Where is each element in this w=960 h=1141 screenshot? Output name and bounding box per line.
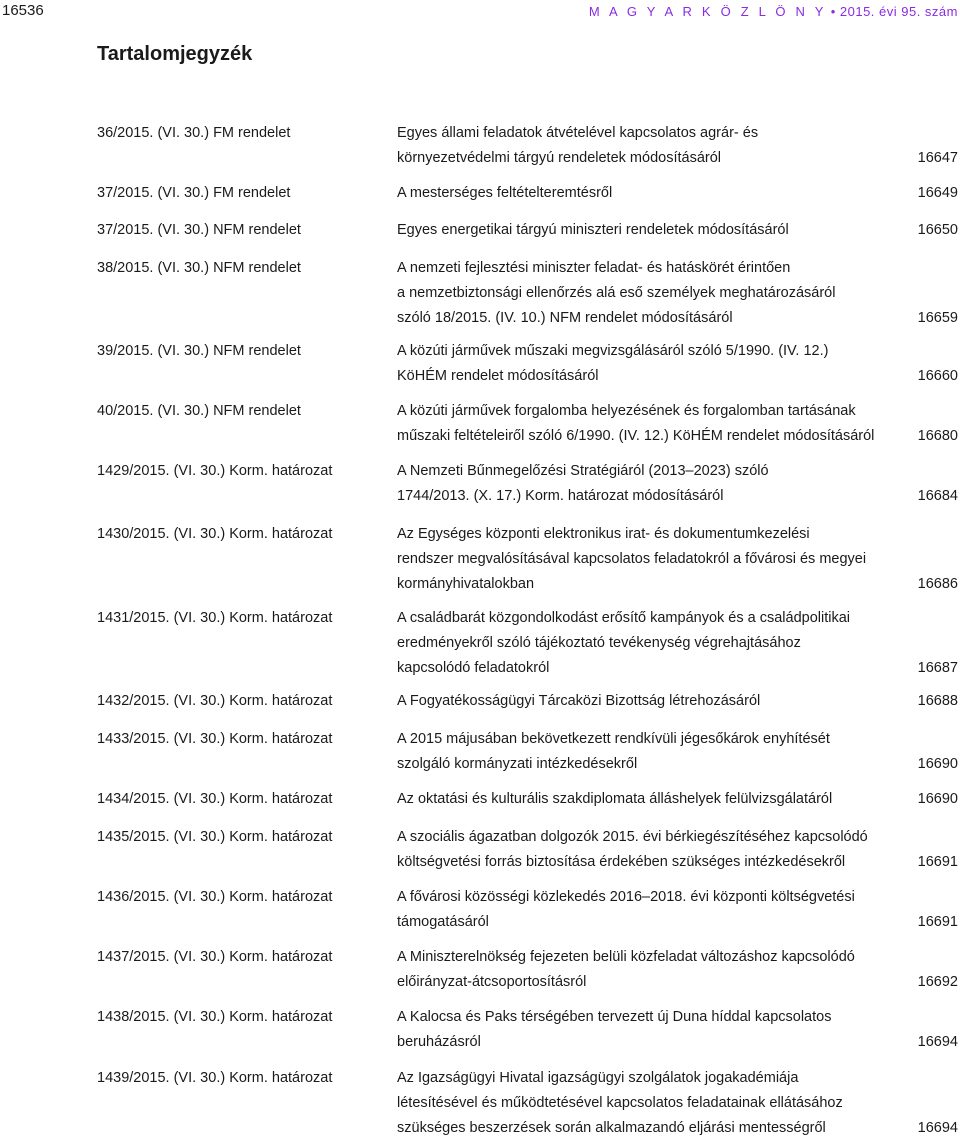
entry-title <box>397 606 897 681</box>
entry-page-number: 16688 <box>917 693 958 709</box>
toc-entry <box>0 181 960 206</box>
toc-entry <box>0 825 960 875</box>
toc-entry <box>0 399 960 449</box>
entry-title-line: Egyes energetikai tárgyú miniszteri rendeletek módosításáról <box>397 222 789 238</box>
toc-entry <box>0 1005 960 1055</box>
entry-identifier: 1434/2015. (VI. 30.) Korm. határozat <box>97 791 333 807</box>
entry-title-line: A Nemzeti Bűnmegelőzési Stratégiáról (2013–2023) szóló <box>397 463 769 479</box>
entry-title <box>397 1066 897 1141</box>
entry-title-line: A nemzeti fejlesztési miniszter feladat- és hatáskörét érintően <box>397 260 791 276</box>
entry-title <box>397 945 897 995</box>
toc-entry <box>0 522 960 597</box>
entry-title-line: rendszer megvalósításával kapcsolatos feladatokról a fővárosi és megyei <box>397 551 867 567</box>
entry-identifier: 1435/2015. (VI. 30.) Korm. határozat <box>97 829 333 845</box>
toc-entry <box>0 787 960 812</box>
entry-title-line: Az Igazságügyi Hivatal igazságügyi szolgálatok jogakadémiája <box>397 1070 799 1086</box>
entry-title <box>397 727 897 777</box>
entry-title-line: A közúti járművek műszaki megvizsgálásáról szóló 5/1990. (IV. 12.) <box>397 343 829 359</box>
entry-title <box>397 256 897 331</box>
entry-page-number: 16684 <box>917 488 958 504</box>
entry-page-number: 16650 <box>917 222 958 238</box>
entry-identifier: 1429/2015. (VI. 30.) Korm. határozat <box>97 463 333 479</box>
entry-title <box>397 121 897 171</box>
entry-title-line: Az oktatási és kulturális szakdiplomata álláshelyek felülvizsgálatáról <box>397 791 833 807</box>
entry-title-line: kapcsolódó feladatokról <box>397 660 550 676</box>
entry-title-line: A Kalocsa és Paks térségében tervezett új Duna híddal kapcsolatos <box>397 1009 832 1025</box>
entry-title-line: A fővárosi közösségi közlekedés 2016–2018. évi központi költségvetési <box>397 889 855 905</box>
entry-title-line: Az Egységes központi elektronikus irat- és dokumentumkezelési <box>397 526 810 542</box>
toc-entry <box>0 945 960 995</box>
toc-entry <box>0 339 960 389</box>
entry-title <box>397 787 897 812</box>
toc-entry <box>0 1066 960 1141</box>
entry-title-line: Egyes állami feladatok átvételével kapcsolatos agrár- és <box>397 125 759 141</box>
entry-identifier: 1431/2015. (VI. 30.) Korm. határozat <box>97 610 333 626</box>
toc-title: Tartalomjegyzék <box>97 43 253 65</box>
entry-title-line: KöHÉM rendelet módosításáról <box>397 368 599 384</box>
toc-entry <box>0 689 960 714</box>
entry-identifier: 1430/2015. (VI. 30.) Korm. határozat <box>97 526 333 542</box>
issue-label: 2015. évi 95. szám <box>839 4 958 19</box>
entry-title <box>397 689 897 714</box>
entry-identifier: 37/2015. (VI. 30.) NFM rendelet <box>97 222 301 238</box>
entry-page-number: 16690 <box>917 791 958 807</box>
entry-title-line: támogatásáról <box>397 914 489 930</box>
entry-identifier: 39/2015. (VI. 30.) NFM rendelet <box>97 343 301 359</box>
entry-title-line: A 2015 májusában bekövetkezett rendkívüli jégesőkárok enyhítését <box>397 731 830 747</box>
entry-identifier: 36/2015. (VI. 30.) FM rendelet <box>97 125 291 141</box>
toc-entry <box>0 256 960 331</box>
entry-page-number: 16694 <box>917 1120 958 1136</box>
toc-entry <box>0 121 960 171</box>
entry-title <box>397 825 897 875</box>
entry-title-line: költségvetési forrás biztosítása érdekében szükséges intézkedésekről <box>397 854 846 870</box>
toc-entry <box>0 727 960 777</box>
running-head: M A G Y A R K Ö Z L Ö N Y • 2015. évi 95. szám <box>588 4 958 19</box>
entry-page-number: 16690 <box>917 756 958 772</box>
entry-title-line: környezetvédelmi tárgyú rendeletek módosításáról <box>397 150 721 166</box>
entry-title-line: eredményekről szóló tájékoztató tevékenység végrehajtásához <box>397 635 801 651</box>
entry-page-number: 16692 <box>917 974 958 990</box>
entry-identifier: 1439/2015. (VI. 30.) Korm. határozat <box>97 1070 333 1086</box>
entry-identifier: 1432/2015. (VI. 30.) Korm. határozat <box>97 693 333 709</box>
entry-identifier: 1433/2015. (VI. 30.) Korm. határozat <box>97 731 333 747</box>
entry-page-number: 16660 <box>917 368 958 384</box>
entry-page-number: 16659 <box>917 310 958 326</box>
entry-page-number: 16691 <box>917 854 958 870</box>
entry-identifier: 1436/2015. (VI. 30.) Korm. határozat <box>97 889 333 905</box>
toc-entry <box>0 606 960 681</box>
page-number: 16536 <box>2 2 44 19</box>
entry-title <box>397 522 897 597</box>
entry-title-line: műszaki feltételeiről szóló 6/1990. (IV. 12.) KöHÉM rendelet módosításáról <box>397 428 875 444</box>
entry-title-line: A mesterséges feltételteremtésről <box>397 185 613 201</box>
entry-identifier: 37/2015. (VI. 30.) FM rendelet <box>97 185 291 201</box>
entry-page-number: 16680 <box>917 428 958 444</box>
entry-title-line: A szociális ágazatban dolgozók 2015. évi bérkiegészítéséhez kapcsolódó <box>397 829 868 845</box>
entry-title <box>397 1005 897 1055</box>
entry-title-line: szolgáló kormányzati intézkedésekről <box>397 756 638 772</box>
entry-title <box>397 459 897 509</box>
entry-title-line: szóló 18/2015. (IV. 10.) NFM rendelet módosításáról <box>397 310 733 326</box>
entry-title-line: A közúti járművek forgalomba helyezésének és forgalomban tartásának <box>397 403 856 419</box>
entry-title-line: 1744/2013. (X. 17.) Korm. határozat módosításáról <box>397 488 724 504</box>
entry-identifier: 40/2015. (VI. 30.) NFM rendelet <box>97 403 301 419</box>
entry-page-number: 16647 <box>917 150 958 166</box>
entry-title-line: A családbarát közgondolkodást erősítő kampányok és a családpolitikai <box>397 610 850 626</box>
entry-title-line: létesítésével és működtetésével kapcsolatos feladatainak ellátásához <box>397 1095 843 1111</box>
entry-title <box>397 181 897 206</box>
toc-entry <box>0 218 960 243</box>
entry-page-number: 16686 <box>917 576 958 592</box>
page-header <box>0 0 960 22</box>
entry-title-line: kormányhivatalokban <box>397 576 535 592</box>
entry-identifier: 38/2015. (VI. 30.) NFM rendelet <box>97 260 301 276</box>
publication-name: M A G Y A R K Ö Z L Ö N Y <box>588 4 827 19</box>
entry-title <box>397 339 897 389</box>
entry-title-line: beruházásról <box>397 1034 481 1050</box>
entry-page-number: 16691 <box>917 914 958 930</box>
entry-page-number: 16687 <box>917 660 958 676</box>
entry-identifier: 1437/2015. (VI. 30.) Korm. határozat <box>97 949 333 965</box>
entry-page-number: 16694 <box>917 1034 958 1050</box>
toc-entry <box>0 885 960 935</box>
entry-page-number: 16649 <box>917 185 958 201</box>
entry-title-line: A Miniszterelnökség fejezeten belüli közfeladat változáshoz kapcsolódó <box>397 949 855 965</box>
entry-title <box>397 399 897 449</box>
toc-entry <box>0 459 960 509</box>
entry-title-line: A Fogyatékosságügyi Tárcaközi Bizottság létrehozásáról <box>397 693 761 709</box>
entry-identifier: 1438/2015. (VI. 30.) Korm. határozat <box>97 1009 333 1025</box>
entry-title <box>397 218 897 243</box>
entry-title-line: a nemzetbiztonsági ellenőrzés alá eső személyek meghatározásáról <box>397 285 836 301</box>
entry-title-line: előirányzat-átcsoportosításról <box>397 974 587 990</box>
entry-title-line: szükséges beszerzések során alkalmazandó eljárási mentességről <box>397 1120 826 1136</box>
entry-title <box>397 885 897 935</box>
